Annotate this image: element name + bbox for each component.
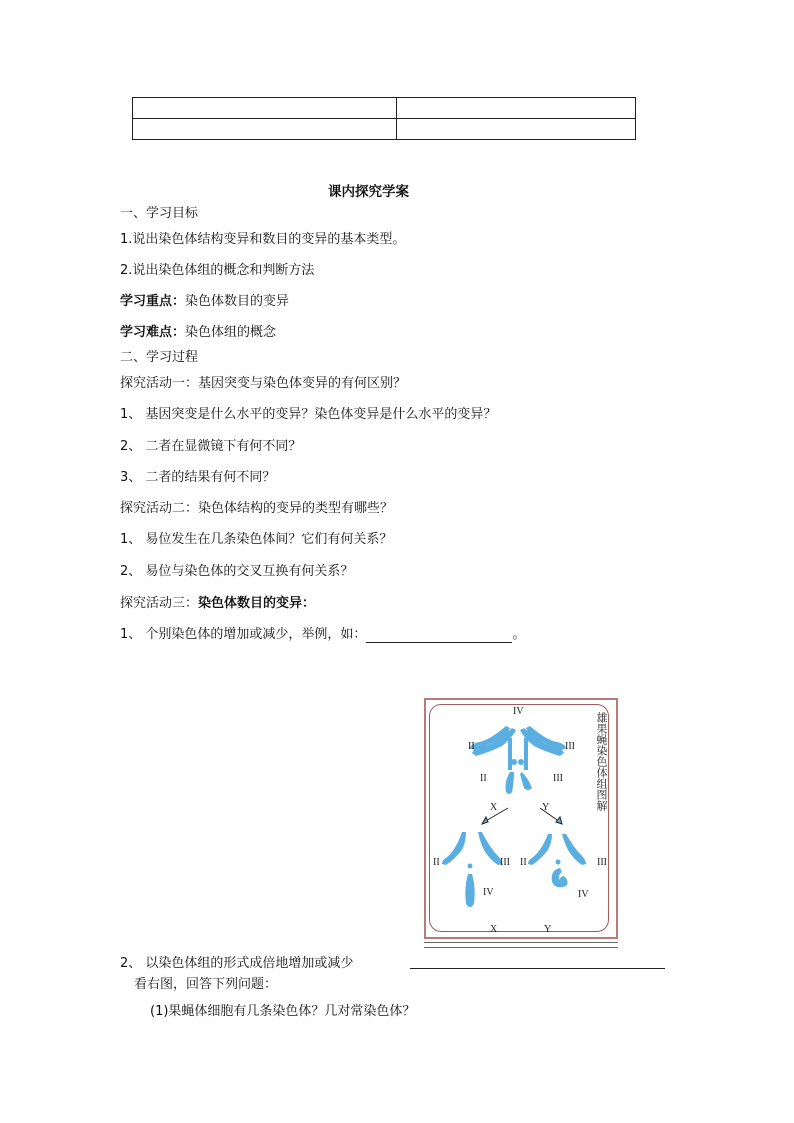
activity-3 [120, 596, 315, 612]
activity-2-question-1: 1、 易位发生在几条染色体间？它们有何关系？ [120, 532, 393, 547]
label-y: Y [544, 924, 552, 935]
table-row [133, 98, 636, 119]
key-point-text: 染色体数目的变异 [185, 294, 290, 309]
difficulty-text: 染色体组的概念 [185, 325, 277, 340]
activity-1-question-2: 2、 二者在显微镜下有何不同？ [120, 439, 302, 454]
arrowhead [482, 817, 488, 824]
heading-process: 二、学习过程 [120, 350, 199, 365]
chromosome-ii [442, 832, 466, 865]
chromosome-iii [478, 832, 502, 865]
chromosome-drawing [424, 698, 618, 939]
label-y: Y [542, 802, 550, 813]
label-x: X [490, 802, 498, 813]
arrowhead [556, 817, 562, 824]
key-point [120, 294, 289, 310]
label-iii: III [500, 857, 510, 868]
activity-3-prefix: 探究活动三： [120, 596, 199, 611]
table-row [133, 119, 636, 140]
label-iv: IV [483, 887, 494, 898]
label-iii: III [597, 857, 607, 868]
chromosome-y [552, 868, 568, 887]
key-point-label: 学习重点： [120, 294, 186, 309]
figure-bottom-rule [424, 942, 618, 948]
table-cell [133, 119, 397, 140]
activity-2: 探究活动二：染色体结构的变异的类型有哪些？ [120, 501, 394, 516]
goal-1: 1.说出染色体结构变异和数目的变异的基本类型。 [120, 232, 406, 247]
header-table [132, 97, 636, 140]
activity-2-question-2: 2、 易位与染色体的交叉互换有何关系？ [120, 564, 354, 579]
difficulty-label: 学习难点： [120, 325, 186, 340]
look-right-instruction: 看右图，回答下列问题： [134, 977, 278, 992]
label-ii: II [480, 773, 487, 784]
answer-blank[interactable] [366, 628, 512, 643]
table-cell [133, 98, 397, 119]
table-cell [397, 119, 636, 140]
chromosome-x [465, 874, 474, 907]
figure-title: 雄果蝇染色体组图解 [595, 712, 608, 811]
label-iii: III [565, 741, 575, 752]
activity-3-title: 染色体数目的变异： [198, 596, 316, 611]
label-iv: IV [578, 889, 589, 900]
sub-question-1: (1)果蝇体细胞有几条染色体？几对常染色体？ [150, 1004, 416, 1019]
chromosome-iv [468, 864, 473, 869]
chromosome-iii [524, 738, 528, 770]
activity-3-question-2: 2、 以染色体组的形式成倍地增加或减少 [120, 956, 354, 971]
chromosome-y [520, 772, 532, 790]
label-ii: II [468, 741, 475, 752]
label-iii: III [553, 773, 563, 784]
label-iv: IV [513, 706, 524, 717]
chromosome-x [506, 772, 515, 794]
difficulty [120, 325, 276, 341]
activity-1: 探究活动一：基因突变与染色体变异的有何区别？ [120, 376, 407, 391]
label-ii: II [520, 857, 527, 868]
question-end: 。 [512, 627, 526, 642]
fruit-fly-chromosome-figure [424, 698, 618, 944]
label-ii: II [433, 857, 440, 868]
chromosome-ii [508, 738, 512, 770]
section-title: 课内探究学案 [328, 184, 409, 200]
chromosome-iv [556, 860, 561, 865]
chromosome-ii [528, 834, 552, 865]
activity-3-question-1 [120, 627, 525, 643]
table-cell [397, 98, 636, 119]
goal-2: 2.说出染色体组的概念和判断方法 [120, 263, 315, 278]
activity-1-question-3: 3、 二者的结果有何不同？ [120, 470, 276, 485]
chromosome-iii [562, 834, 586, 865]
label-x: X [490, 924, 498, 935]
chromosome-iv [518, 759, 524, 765]
heading-goals: 一、学习目标 [120, 206, 199, 221]
answer-blank[interactable] [410, 955, 665, 969]
question-text: 1、 个别染色体的增加或减少，举例，如： [120, 627, 367, 642]
activity-1-question-1: 1、 基因突变是什么水平的变异？染色体变异是什么水平的变异？ [120, 407, 497, 422]
